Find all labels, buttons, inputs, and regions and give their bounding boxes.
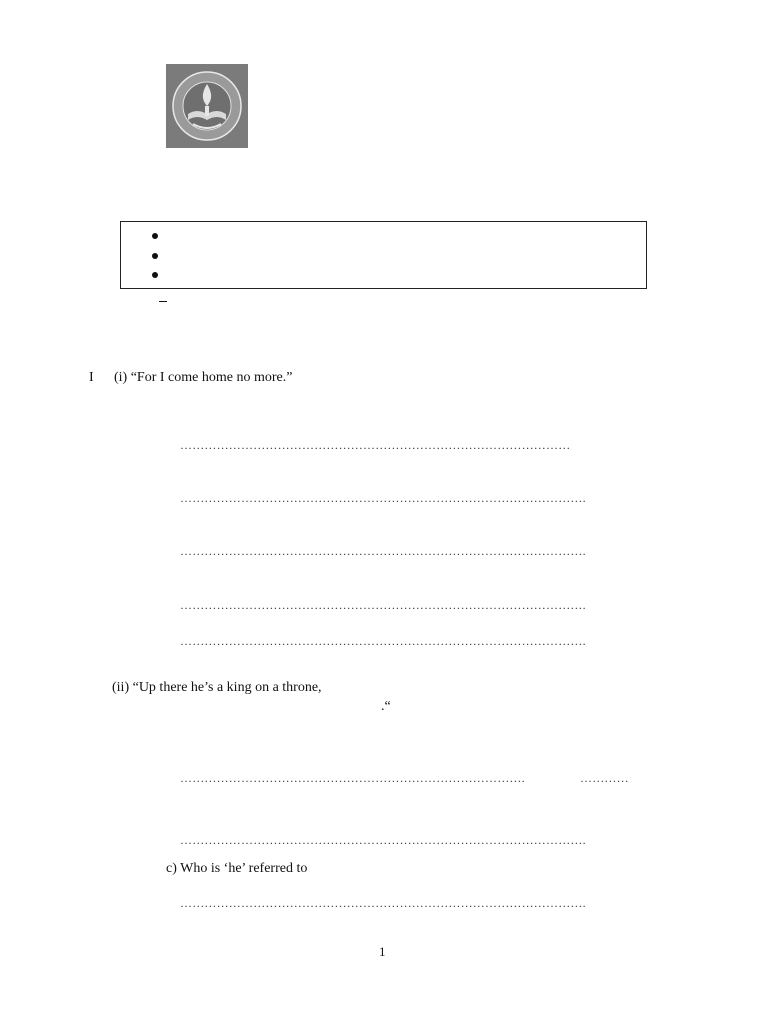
school-crest-logo <box>166 64 248 148</box>
answer-line-end[interactable]: ………… <box>580 771 629 785</box>
answer-line[interactable]: ………………………………………………………………………………………. <box>180 833 586 847</box>
instructions-box <box>120 221 647 289</box>
section-label: I <box>89 370 94 385</box>
answer-line[interactable]: ………………………………………………………………………………………. <box>180 598 586 612</box>
instruction-bullet <box>152 253 158 259</box>
page-number: 1 <box>379 944 386 959</box>
answer-line[interactable]: ………………………………………………………………………………………. <box>180 896 586 910</box>
instruction-bullet <box>152 272 158 278</box>
answer-line[interactable]: ………………………………………………………………………………………. <box>180 634 586 648</box>
instruction-bullet <box>152 233 158 239</box>
answer-line[interactable]: …………………………………………………………………………. <box>180 771 525 785</box>
answer-line[interactable]: ………………………………………………………………………………………. <box>180 491 586 505</box>
answer-line[interactable]: …………………………………………………………………………………… <box>180 438 571 452</box>
question-ii-text: (ii) “Up there he’s a king on a throne, <box>112 680 322 695</box>
answer-line[interactable]: ………………………………………………………………………………………. <box>180 544 586 558</box>
crest-emblem-icon <box>166 64 248 148</box>
question-c-text: c) Who is ‘he’ referred to <box>166 861 308 876</box>
question-ii-closing-quote: .“ <box>381 699 391 714</box>
question-i-text: (i) “For I come home no more.” <box>114 370 293 385</box>
dash-mark <box>159 301 167 302</box>
